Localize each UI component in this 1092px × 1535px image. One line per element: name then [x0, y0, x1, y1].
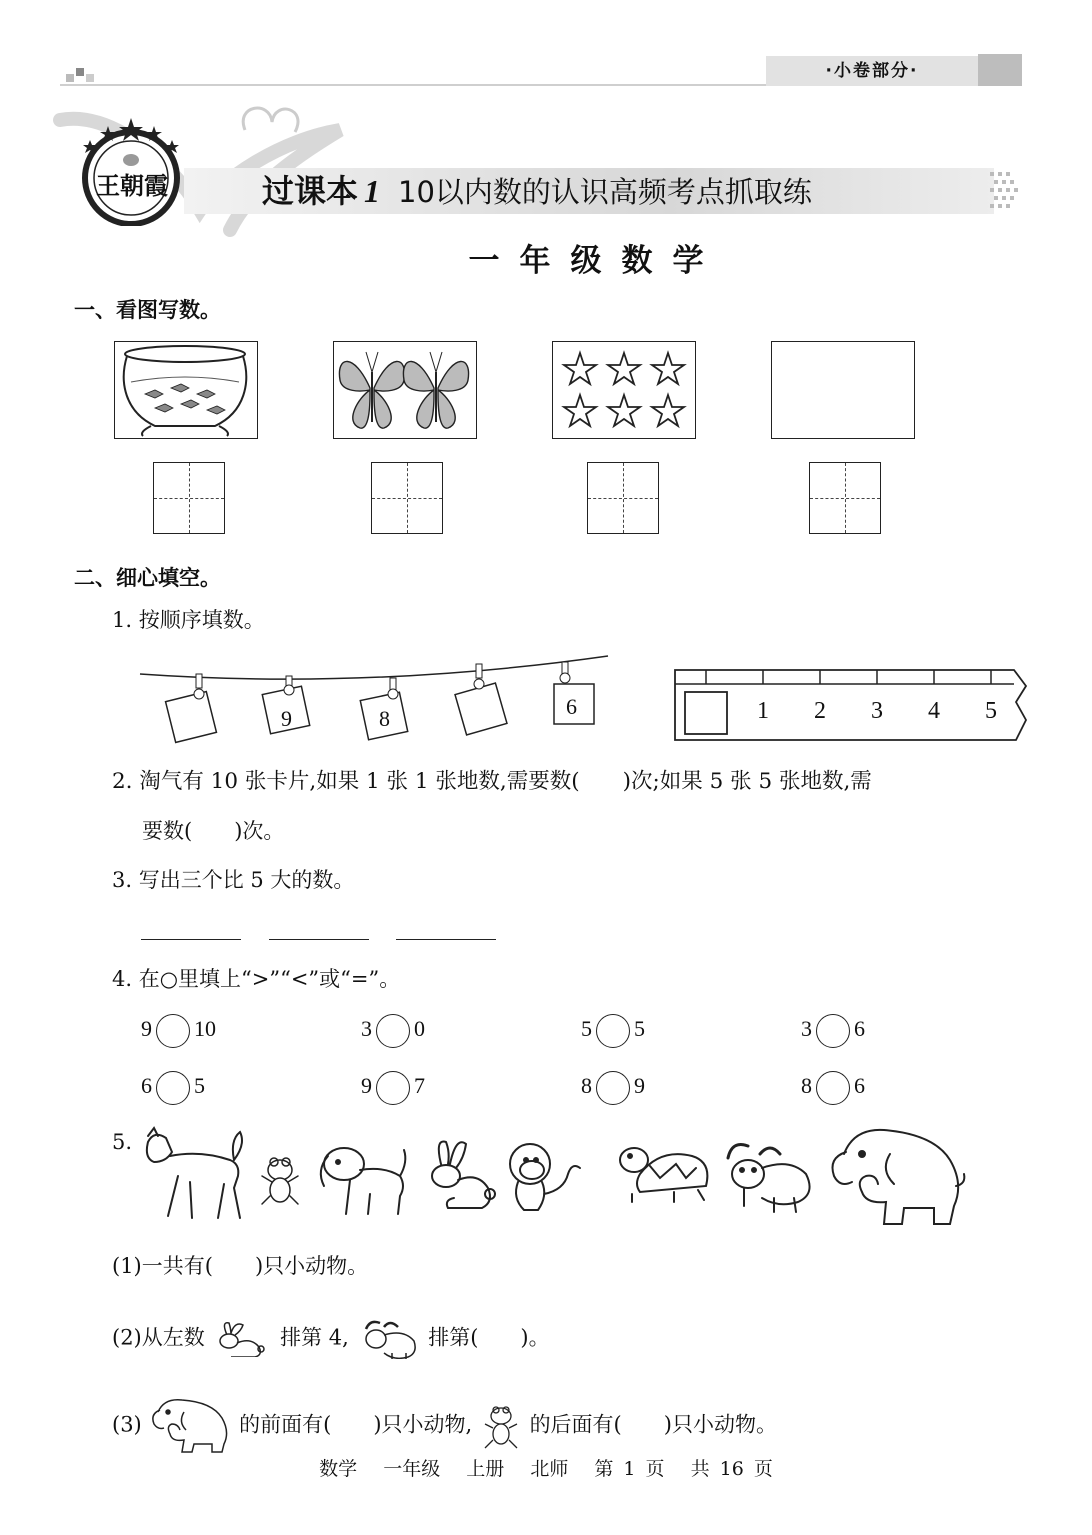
part1-heading: 一、看图写数。: [74, 298, 221, 322]
title-number: 1: [364, 173, 381, 209]
page-title: [262, 168, 812, 215]
part2-heading: 二、细心填空。: [74, 566, 221, 590]
compare-left: 3: [801, 1016, 812, 1042]
q3-answer-blank-3[interactable]: [396, 938, 496, 940]
compare-left: 3: [361, 1016, 372, 1042]
footer-edition: 北师: [530, 1458, 569, 1480]
q5-sub3-text-b: 的前面有( )只小动物,: [239, 1412, 473, 1437]
compare-right: 7: [414, 1073, 425, 1099]
compare-left: 6: [141, 1073, 152, 1099]
elephant-icon: [150, 1398, 230, 1454]
animals-row: [134, 1124, 968, 1234]
ruler-number-2: 2: [814, 698, 826, 724]
sheep-icon: [360, 1319, 418, 1359]
logo-text: 王朝霞: [96, 171, 168, 200]
footer-total: 共 16 页: [690, 1458, 773, 1480]
compare-circle[interactable]: [816, 1071, 850, 1105]
rabbit-icon: [432, 1142, 495, 1208]
compare-item: [581, 1014, 645, 1048]
q5-sub3-text-c: 的后面有( )只小动物。: [529, 1412, 777, 1437]
q2-line2: 要数( )次。: [142, 819, 285, 843]
compare-right: 5: [634, 1016, 645, 1042]
elephant-icon: [833, 1130, 965, 1224]
compare-item: [581, 1071, 645, 1105]
compare-right: 0: [414, 1016, 425, 1042]
page-footer: [0, 1454, 1092, 1481]
dog-icon: [321, 1148, 406, 1214]
section-tag-block: [978, 54, 1022, 86]
section-tag: ·小卷部分·: [766, 56, 978, 86]
butterflies-picture: [333, 341, 477, 439]
compare-right: 6: [854, 1073, 865, 1099]
turtle-icon: [620, 1148, 707, 1202]
q3-label: 3. 写出三个比 5 大的数。: [112, 868, 355, 892]
title-rest: 10以内数的认识高频考点抓取练: [398, 175, 812, 209]
q5-sub2-text-b: 排第 4,: [280, 1325, 349, 1350]
subtitle: 一年级数学: [468, 243, 724, 279]
ruler-number-4: 4: [928, 698, 940, 724]
compare-item: [141, 1071, 205, 1105]
compare-left: 8: [801, 1073, 812, 1099]
compare-circle[interactable]: [596, 1071, 630, 1105]
rabbit-icon: [215, 1321, 269, 1357]
footer-grade: 一年级: [383, 1458, 441, 1480]
compare-circle[interactable]: [156, 1014, 190, 1048]
answer-grid-2[interactable]: [371, 462, 443, 534]
q1-label: 1. 按顺序填数。: [112, 608, 265, 632]
compare-circle[interactable]: [376, 1071, 410, 1105]
compare-left: 9: [141, 1016, 152, 1042]
compare-right: 5: [194, 1073, 205, 1099]
compare-left: 8: [581, 1073, 592, 1099]
sheep-icon: [728, 1145, 810, 1213]
answer-grid-4[interactable]: [809, 462, 881, 534]
empty-picture: [771, 341, 915, 439]
compare-circle[interactable]: [156, 1071, 190, 1105]
compare-item: [141, 1014, 216, 1048]
q5-sub1: (1)一共有( )只小动物。: [112, 1254, 369, 1278]
frog-icon: [262, 1158, 298, 1204]
q5-sub3: [112, 1398, 777, 1454]
q5-sub2: [112, 1319, 550, 1359]
number-ruler: [674, 668, 1028, 744]
title-dots: [988, 168, 1024, 214]
compare-item: [801, 1014, 865, 1048]
answer-grid-3[interactable]: [587, 462, 659, 534]
q5-sub2-text-c: 排第( )。: [428, 1325, 550, 1350]
footer-page: 第 1 页: [594, 1458, 665, 1480]
compare-left: 5: [581, 1016, 592, 1042]
q2-line1: 2. 淘气有 10 张卡片,如果 1 张 1 张地数,需要数( )次;如果 5 张 5 张地数,需: [112, 769, 872, 794]
compare-left: 9: [361, 1073, 372, 1099]
title-prefix: 过课本: [262, 172, 359, 210]
frog-icon: [481, 1402, 521, 1450]
card-number-5: 6: [566, 694, 577, 719]
compare-circle[interactable]: [816, 1014, 850, 1048]
q4-label: 4. 在○里填上“>”“<”或“=”。: [112, 967, 401, 991]
footer-subject: 数学: [319, 1458, 358, 1480]
compare-item: [801, 1071, 865, 1105]
card-number-3: 8: [379, 706, 390, 731]
q3-answer-blank-1[interactable]: [141, 938, 241, 940]
compare-right: 6: [854, 1016, 865, 1042]
ruler-number-1: 1: [757, 698, 769, 724]
compare-circle[interactable]: [596, 1014, 630, 1048]
q5-sub2-text-a: (2)从左数: [112, 1325, 205, 1350]
corner-squares: [66, 66, 100, 84]
compare-item: [361, 1071, 425, 1105]
fishbowl-picture: [114, 341, 258, 439]
compare-item: [361, 1014, 425, 1048]
q5-label: 5.: [112, 1130, 133, 1154]
stars-picture: [552, 341, 696, 439]
card-number-2: 9: [281, 706, 292, 731]
ruler-number-3: 3: [871, 698, 883, 724]
compare-right: 9: [634, 1073, 645, 1099]
q5-sub3-text-a: (3): [112, 1412, 142, 1437]
footer-volume: 上册: [466, 1458, 505, 1480]
compare-circle[interactable]: [376, 1014, 410, 1048]
compare-right: 10: [194, 1016, 216, 1042]
clothesline: [138, 650, 612, 750]
ruler-number-5: 5: [985, 698, 997, 724]
horse-icon: [147, 1128, 242, 1218]
monkey-icon: [510, 1144, 580, 1210]
q3-answer-blank-2[interactable]: [269, 938, 369, 940]
answer-grid-1[interactable]: [153, 462, 225, 534]
